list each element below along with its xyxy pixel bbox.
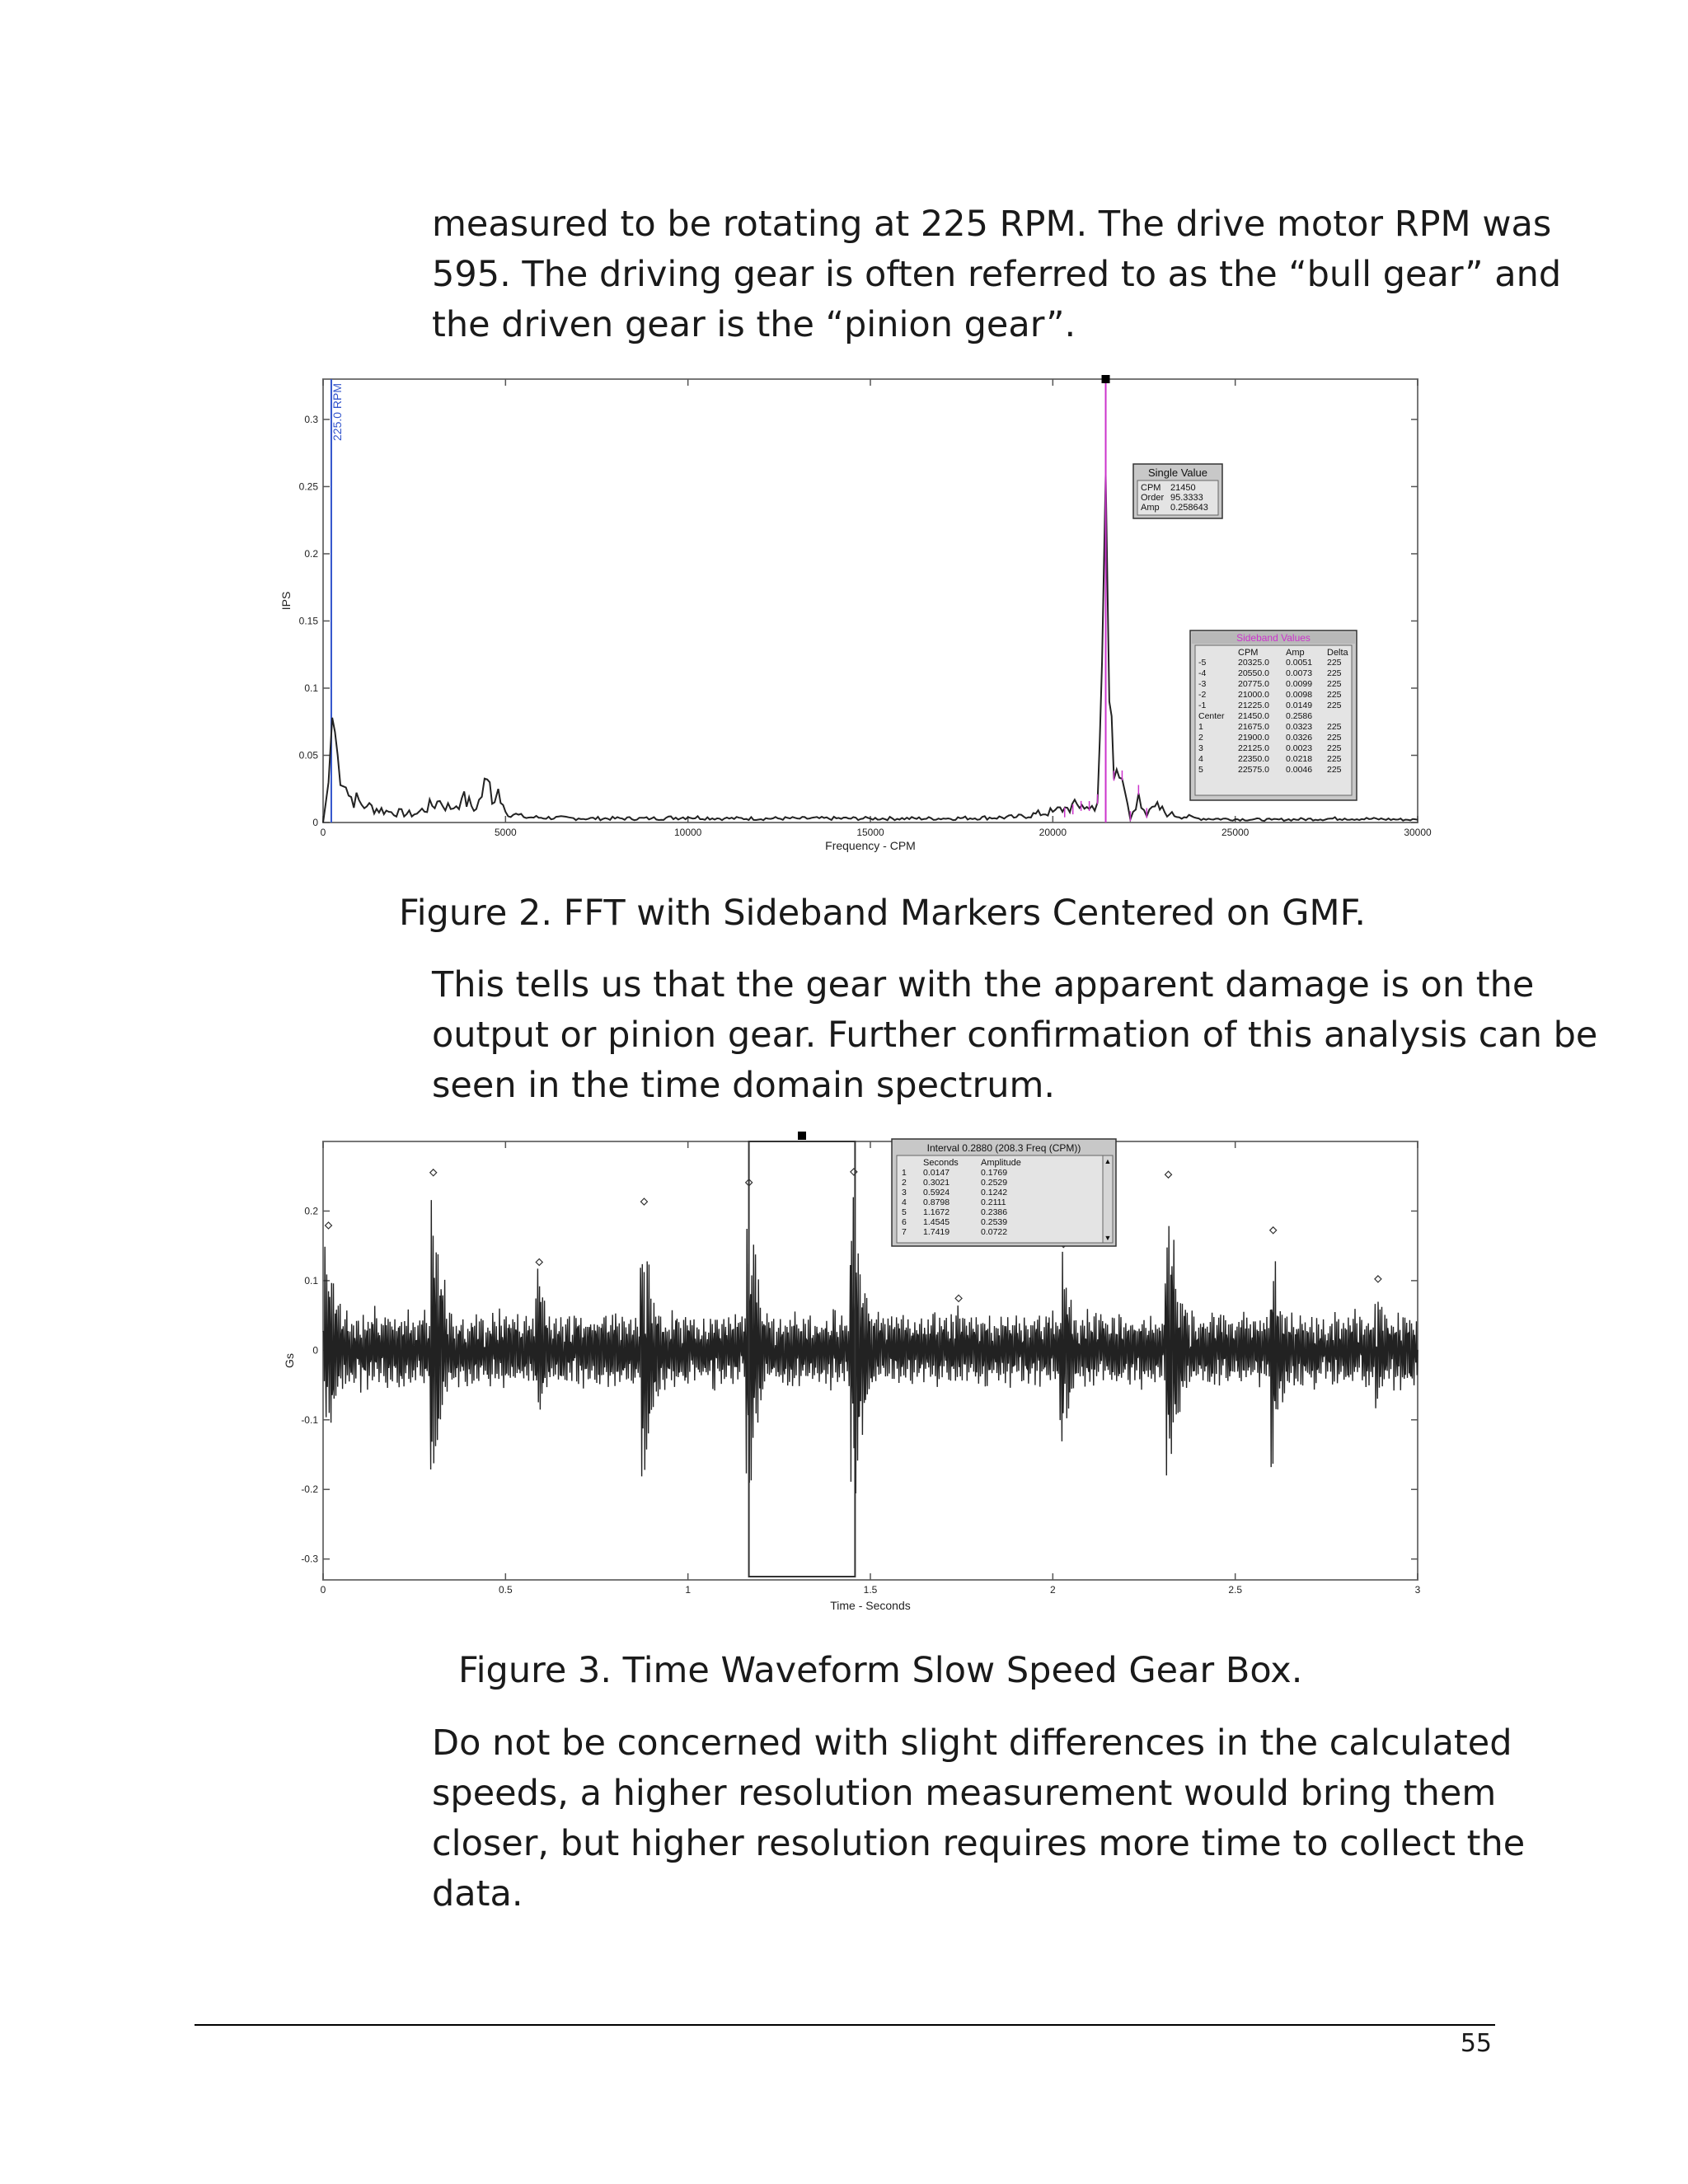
x-tick-label: 3 — [1414, 1584, 1421, 1596]
single-value-val: 21450 — [1170, 483, 1196, 493]
single-value-panel — [1133, 464, 1222, 518]
sideband-cell: 225 — [1327, 701, 1342, 710]
single-value-key: Amp — [1141, 503, 1160, 513]
x-tick-label: 20000 — [1039, 827, 1067, 838]
sideband-cell: 3 — [1198, 743, 1203, 753]
interval-cell: 3 — [902, 1188, 907, 1197]
sideband-cell: 225 — [1327, 733, 1342, 743]
sideband-cell: -2 — [1198, 690, 1207, 700]
sideband-cell: 225 — [1327, 722, 1342, 732]
y-tick-label: 0.2 — [304, 547, 318, 560]
interval-cell: 2 — [902, 1178, 907, 1188]
sideband-cell: 225 — [1327, 690, 1342, 700]
sideband-header: Amp — [1286, 648, 1305, 658]
single-value-title: Single Value — [1147, 466, 1208, 479]
sideband-cell: 0.0326 — [1286, 733, 1313, 743]
interval-cell: 0.8798 — [923, 1197, 950, 1207]
rpm-marker-label: 225.0 RPM — [330, 382, 344, 441]
y-tick-label: 0.25 — [298, 480, 318, 493]
sideband-cell: 2 — [1198, 733, 1203, 743]
interval-cell: 0.2386 — [981, 1207, 1008, 1217]
interval-cell: 0.2111 — [981, 1197, 1006, 1207]
sideband-cell: 22575.0 — [1238, 765, 1269, 775]
fft-chart — [272, 367, 1432, 861]
sideband-cell: 20325.0 — [1238, 658, 1269, 668]
sideband-cell: 0.2586 — [1286, 711, 1313, 721]
y-tick-label: 0.15 — [298, 615, 318, 627]
sideband-cell: 20775.0 — [1238, 679, 1269, 689]
figure-fft — [272, 367, 1432, 861]
sideband-cell: Center — [1198, 711, 1225, 721]
sideband-cell: -3 — [1198, 679, 1207, 689]
interval-cell: 1 — [902, 1168, 907, 1178]
sideband-cell: 0.0073 — [1286, 668, 1313, 678]
y-tick-label: -0.2 — [301, 1483, 318, 1496]
time-waveform-chart — [272, 1121, 1426, 1615]
y-tick-label: 0 — [312, 1344, 318, 1357]
interval-cell: 0.0147 — [923, 1168, 950, 1178]
sideband-cell: 0.0099 — [1286, 679, 1313, 689]
sideband-cell: 0.0149 — [1286, 701, 1313, 710]
sideband-cell: 21450.0 — [1238, 711, 1269, 721]
sideband-values-title: Sideband Values — [1236, 632, 1311, 644]
single-value-val: 0.258643 — [1170, 503, 1208, 513]
sideband-cell: 22350.0 — [1238, 754, 1269, 764]
interval-cell: 1.4545 — [923, 1217, 950, 1227]
tw-y-axis-label: Gs — [283, 1353, 296, 1368]
interval-table-panel — [892, 1139, 1116, 1246]
sideband-cell: 0.0051 — [1286, 658, 1313, 668]
x-tick-label: 30000 — [1404, 827, 1432, 838]
figure-time-waveform — [272, 1121, 1426, 1615]
interval-cell: 0.1769 — [981, 1168, 1008, 1178]
y-tick-label: -0.3 — [301, 1553, 318, 1565]
sideband-cell: 21000.0 — [1238, 690, 1269, 700]
interval-cell: 0.3021 — [923, 1178, 950, 1188]
fft-y-axis-label: IPS — [279, 591, 293, 611]
y-tick-label: -0.1 — [301, 1413, 318, 1426]
x-tick-label: 0.5 — [498, 1584, 513, 1596]
y-tick-label: 0.3 — [304, 413, 318, 425]
single-value-key: Order — [1141, 493, 1165, 503]
text-line: 595. The driving gear is often referred to as the “bull gear” and — [432, 254, 1562, 295]
sideband-cell: 225 — [1327, 743, 1342, 753]
y-tick-label: 0.1 — [304, 682, 318, 694]
interval-cell: 7 — [902, 1227, 907, 1237]
interval-cell: 6 — [902, 1217, 907, 1227]
sideband-cell: 5 — [1198, 765, 1203, 775]
interval-cell: 0.0722 — [981, 1227, 1008, 1237]
single-value-key: CPM — [1141, 483, 1161, 493]
text-line: the driven gear is the “pinion gear”. — [432, 304, 1076, 345]
sideband-cell: 225 — [1327, 765, 1342, 775]
sideband-cell: -4 — [1198, 668, 1207, 678]
interval-cell: 1.1672 — [923, 1207, 950, 1217]
scroll-down-icon[interactable]: ▼ — [1104, 1234, 1112, 1242]
sideband-cell: 21900.0 — [1238, 733, 1269, 743]
interval-header: Seconds — [923, 1158, 959, 1168]
sideband-cell: 21225.0 — [1238, 701, 1269, 710]
sideband-cell: 1 — [1198, 722, 1203, 732]
fft-x-axis-label: Frequency - CPM — [825, 839, 916, 852]
text-line: speeds, a higher resolution measurement would bring them — [432, 1773, 1497, 1814]
x-tick-label: 1.5 — [863, 1584, 878, 1596]
text-line: closer, but higher resolution requires more time to collect the — [432, 1823, 1526, 1864]
single-value-val: 95.3333 — [1170, 493, 1203, 503]
sideband-cell: 0.0218 — [1286, 754, 1313, 764]
figure-3-caption: Figure 3. Time Waveform Slow Speed Gear Box. — [458, 1650, 1303, 1691]
sideband-cell: 0.0098 — [1286, 690, 1313, 700]
interval-handle[interactable] — [798, 1132, 806, 1140]
sideband-cell: -1 — [1198, 701, 1207, 710]
sideband-cell: 225 — [1327, 679, 1342, 689]
interval-cell: 1.7419 — [923, 1227, 950, 1237]
text-line: seen in the time domain spectrum. — [432, 1065, 1056, 1106]
y-tick-label: 0 — [312, 817, 318, 828]
x-tick-label: 15000 — [856, 827, 884, 838]
sideband-cell: 225 — [1327, 754, 1342, 764]
sideband-header: Delta — [1327, 648, 1348, 658]
y-tick-label: 0.1 — [304, 1274, 318, 1286]
sideband-cell: 4 — [1198, 754, 1203, 764]
sideband-cell: 0.0023 — [1286, 743, 1313, 753]
x-tick-label: 1 — [685, 1584, 692, 1596]
paragraph-analysis — [432, 960, 1598, 1111]
figure-2-caption: Figure 2. FFT with Sideband Markers Centered on GMF. — [399, 893, 1367, 934]
x-tick-label: 0 — [320, 827, 326, 838]
interval-cell: 0.2539 — [981, 1217, 1008, 1227]
sideband-cell: -5 — [1198, 658, 1207, 668]
x-tick-label: 0 — [320, 1584, 326, 1596]
x-tick-label: 10000 — [673, 827, 702, 838]
y-tick-label: 0.2 — [304, 1205, 318, 1217]
text-line: This tells us that the gear with the apparent damage is on the — [432, 964, 1535, 1005]
interval-table-title: Interval 0.2880 (208.3 Freq (CPM)) — [926, 1142, 1081, 1154]
sideband-values-panel — [1190, 630, 1357, 800]
interval-cell: 4 — [902, 1197, 907, 1207]
interval-header: Amplitude — [981, 1158, 1021, 1168]
sideband-cell: 0.0323 — [1286, 722, 1313, 732]
interval-cell: 0.5924 — [923, 1188, 950, 1197]
cursor-handle[interactable] — [1102, 375, 1110, 383]
x-tick-label: 25000 — [1221, 827, 1250, 838]
scroll-up-icon[interactable]: ▲ — [1104, 1157, 1112, 1165]
sideband-cell: 21675.0 — [1238, 722, 1269, 732]
y-tick-label: 0.05 — [298, 749, 318, 762]
table-scrollbar[interactable] — [1103, 1155, 1113, 1243]
sideband-cell: 20550.0 — [1238, 668, 1269, 678]
tw-x-axis-label: Time - Seconds — [830, 1599, 911, 1612]
x-tick-label: 2 — [1049, 1584, 1056, 1596]
sideband-cell: 0.0046 — [1286, 765, 1313, 775]
text-line: Do not be concerned with slight differences in the calculated — [432, 1722, 1512, 1764]
page-number: 55 — [1460, 2029, 1492, 2058]
paragraph-conclusion — [432, 1718, 1526, 1919]
text-line: measured to be rotating at 225 RPM. The drive motor RPM was — [432, 204, 1552, 245]
text-line: data. — [432, 1873, 523, 1915]
paragraph-intro — [432, 199, 1562, 350]
footer-rule — [195, 2024, 1495, 2026]
x-tick-label: 5000 — [494, 827, 517, 838]
interval-cell: 5 — [902, 1207, 907, 1217]
sideband-cell: 225 — [1327, 668, 1342, 678]
sideband-cell: 22125.0 — [1238, 743, 1269, 753]
x-tick-label: 2.5 — [1228, 1584, 1243, 1596]
text-line: output or pinion gear. Further confirmation of this analysis can be — [432, 1015, 1598, 1056]
interval-cell: 0.1242 — [981, 1188, 1008, 1197]
sideband-header: CPM — [1238, 648, 1259, 658]
sideband-cell: 225 — [1327, 658, 1342, 668]
interval-cell: 0.2529 — [981, 1178, 1008, 1188]
